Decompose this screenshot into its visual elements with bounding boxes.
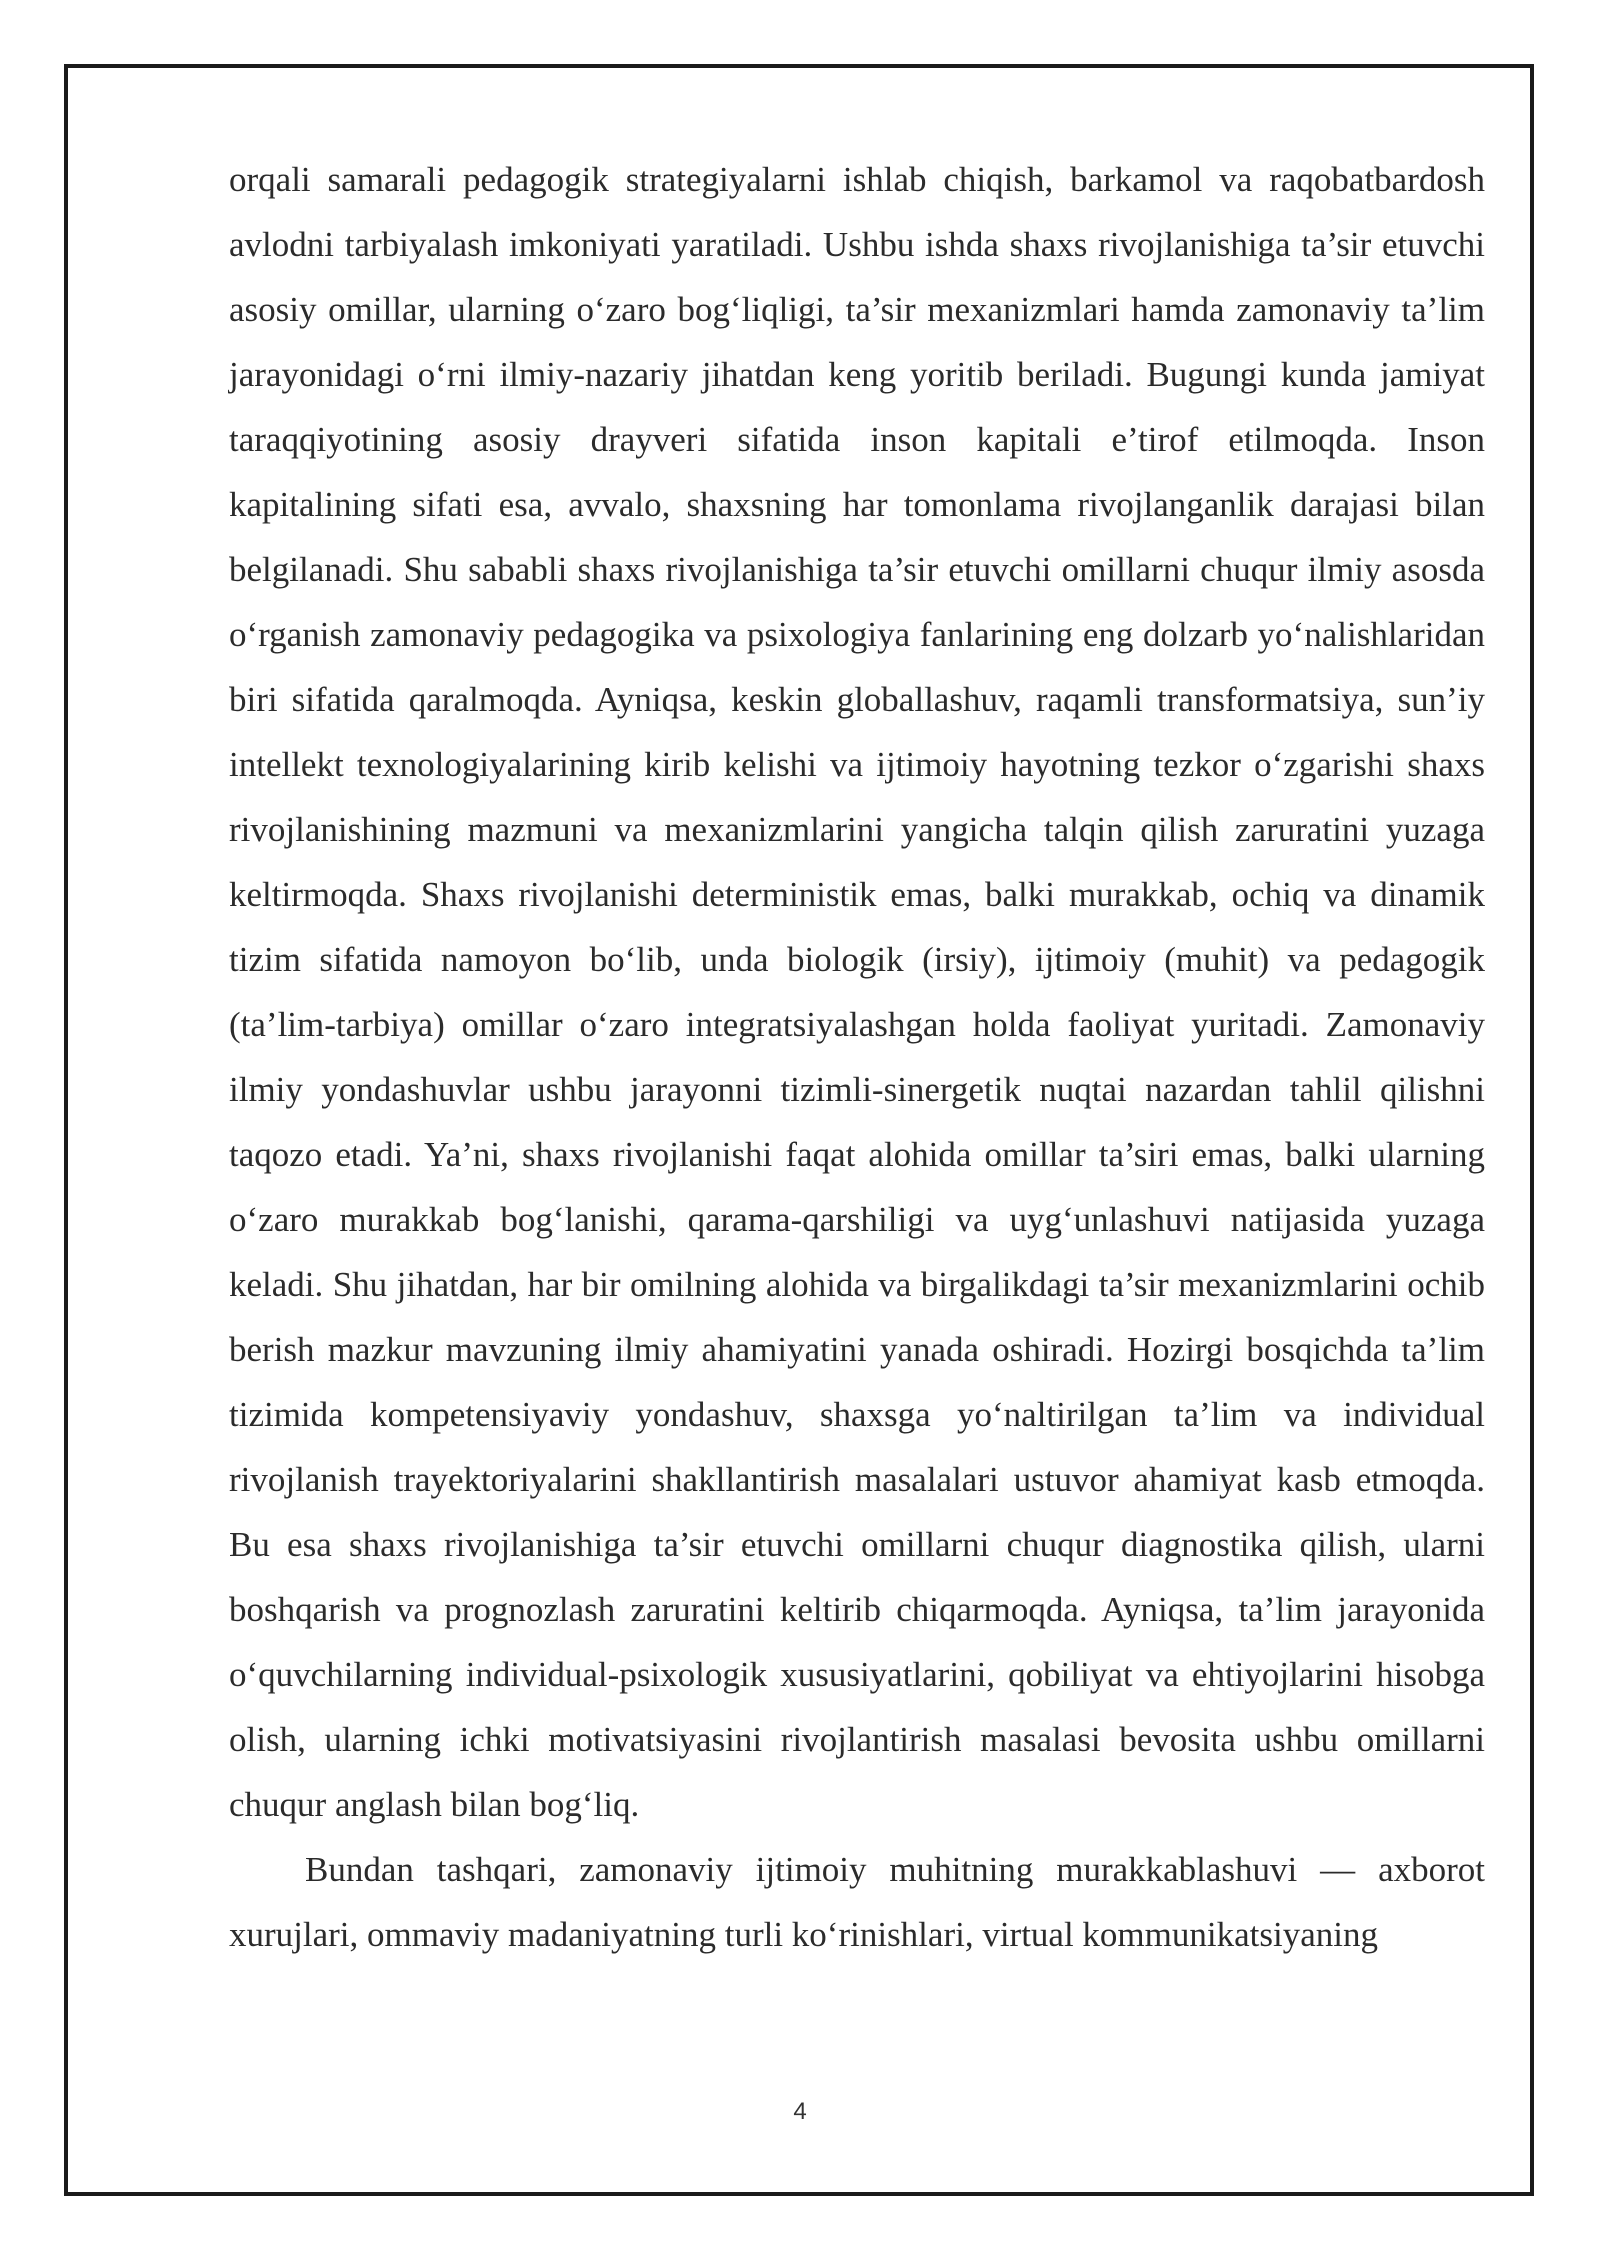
body-text (229, 147, 1485, 1967)
page-number: 4 (793, 2098, 807, 2125)
paragraph-continued: orqali samarali pedagogik strategiyalarni ishlab chiqish, barkamol va raqobatbardosh avlodni tarbiyalash imkoniyati yaratiladi. Ushbu ishda shaxs rivojlanishiga ta’sir etuvchi asosiy omillar, ularning o‘zaro bog‘liqligi, ta’sir mexanizmlari hamda zamonaviy ta’lim jarayonidagi o‘rni ilmiy-nazariy jihatdan keng yoritib beriladi. Bugungi kunda jamiyat taraqqiyotining asosiy drayveri sifatida inson kapitali e’tirof etilmoqda. Inson kapitalining sifati esa, avvalo, shaxsning har tomonlama rivojlanganlik darajasi bilan belgilanadi. Shu sababli shaxs rivojlanishiga ta’sir etuvchi omillarni chuqur ilmiy asosda o‘rganish zamonaviy pedagogika va psixologiya fanlarining eng dolzarb yo‘nalishlaridan biri sifatida qaralmoqda. Ayniqsa, keskin globallashuv, raqamli transformatsiya, sun’iy intellekt texnologiyalarining kirib kelishi va ijtimoiy hayotning tezkor o‘zgarishi shaxs rivojlanishining mazmuni va mexanizmlarini yangicha talqin qilish zaruratini yuzaga keltirmoqda. Shaxs rivojlanishi deterministik emas, balki murakkab, ochiq va dinamik tizim sifatida namoyon bo‘lib, unda biologik (irsiy), ijtimoiy (muhit) va pedagogik (ta’lim-tarbiya) omillar o‘zaro integratsiyalashgan holda faoliyat yuritadi. Zamonaviy ilmiy yondashuvlar ushbu jarayonni tizimli-sinergetik nuqtai nazardan tahlil qilishni taqozo etadi. Ya’ni, shaxs rivojlanishi faqat alohida omillar ta’siri emas, balki ularning o‘zaro murakkab bog‘lanishi, qarama-qarshiligi va uyg‘unlashuvi natijasida yuzaga keladi. Shu jihatdan, har bir omilning alohida va birgalikdagi ta’sir mexanizmlarini ochib berish mazkur mavzuning ilmiy ahamiyatini yanada oshiradi. Hozirgi bosqichda ta’lim tizimida kompetensiyaviy yondashuv, shaxsga yo‘naltirilgan ta’lim va individual rivojlanish trayektoriyalarini shakllantirish masalalari ustuvor ahamiyat kasb etmoqda. Bu esa shaxs rivojlanishiga ta’sir etuvchi omillarni chuqur diagnostika qilish, ularni boshqarish va prognozlash zaruratini keltirib chiqarmoqda. Ayniqsa, ta’lim jarayonida o‘quvchilarning individual-psixologik xususiyatlarini, qobiliyat va ehtiyojlarini hisobga olish, ularning ichki motivatsiyasini rivojlantirish masalasi bevosita ushbu omillarni chuqur anglash bilan bog‘liq. (229, 160, 1485, 1824)
paragraph-new: Bundan tashqari, zamonaviy ijtimoiy muhitning murakkablashuvi — axborot xurujlari, ommaviy madaniyatning turli ko‘rinishlari, virtual kommunikatsiyaning (229, 1850, 1485, 1954)
